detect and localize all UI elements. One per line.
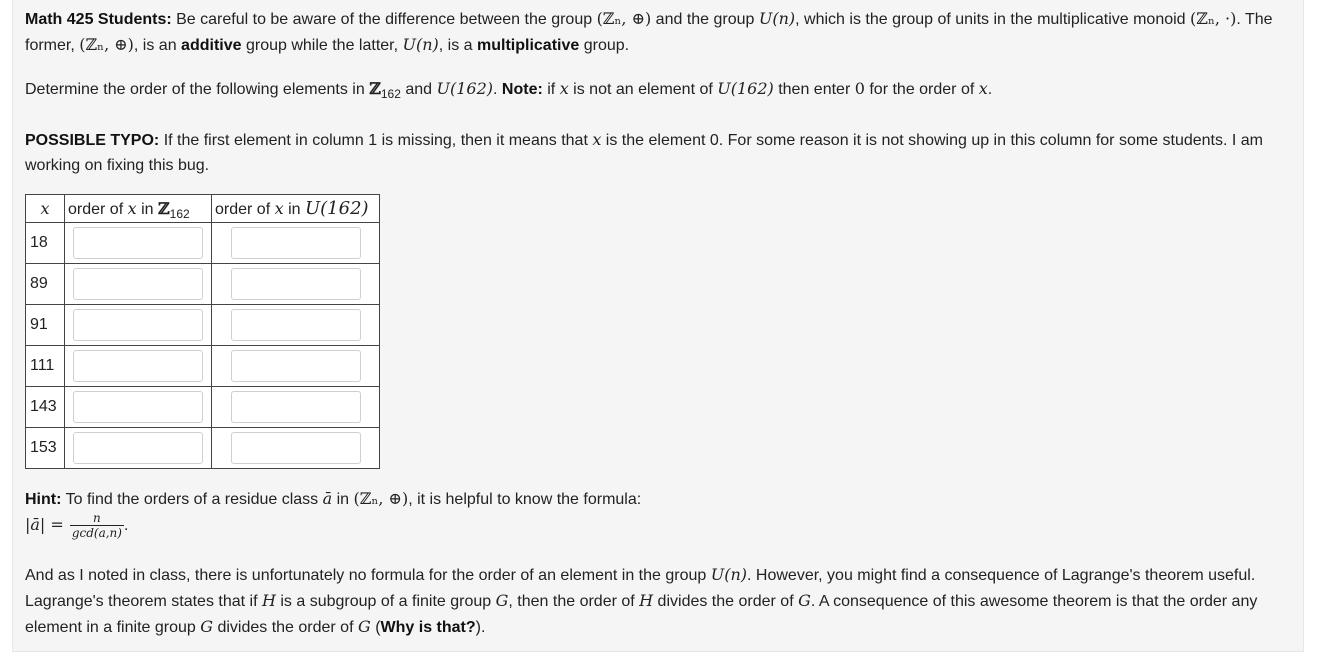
order-u-input[interactable]	[231, 268, 361, 300]
header-x	[26, 195, 65, 223]
math-u162: U(162)	[436, 79, 494, 98]
math-x: x	[592, 130, 602, 149]
math-group-zn: (ℤₙ, ⊕)	[596, 9, 652, 28]
formula-fraction	[70, 512, 124, 540]
lagrange-paragraph	[25, 562, 1295, 640]
math-g: G	[200, 617, 213, 636]
math-monoid: (ℤₙ, ·)	[1190, 9, 1237, 28]
order-z-input[interactable]	[73, 309, 203, 341]
instructions-text: is not an element of	[568, 81, 718, 98]
table-header-row	[26, 195, 380, 223]
order-u-cell	[212, 428, 380, 469]
order-u-cell	[212, 223, 380, 264]
multiplicative-term: multiplicative	[477, 37, 580, 54]
intro-text: Be careful to be aware of the difference between the group	[171, 11, 597, 28]
hint-label: Hint:	[25, 491, 62, 508]
order-u-input[interactable]	[231, 309, 361, 341]
math-z-subscript: 162	[169, 206, 190, 221]
instructions-text: if	[542, 81, 560, 98]
order-u-input[interactable]	[231, 432, 361, 464]
element-cell: 18	[26, 223, 65, 264]
typo-paragraph	[25, 127, 1295, 178]
formula-period: .	[123, 517, 129, 535]
math-g: G	[798, 591, 811, 610]
math-z: ℤ	[369, 79, 381, 98]
hint-text: , it is helpful to know the formula:	[408, 491, 642, 508]
element-cell: 143	[26, 387, 65, 428]
formula-denominator: gcd(a,n)	[71, 526, 122, 540]
problem-panel	[12, 0, 1304, 652]
order-z-cell	[65, 223, 212, 264]
lagrange-text: ).	[475, 619, 486, 636]
order-u-cell	[212, 305, 380, 346]
math-g: G	[495, 591, 509, 610]
header-order-u	[212, 195, 380, 223]
intro-text: , is an	[133, 37, 182, 54]
math-z: ℤ	[157, 198, 170, 218]
order-z-input[interactable]	[73, 391, 203, 423]
math-h: H	[261, 591, 276, 610]
table-row	[26, 346, 380, 387]
header-text: order of	[68, 200, 128, 218]
intro-text: and the group	[651, 11, 759, 28]
math-g: G	[357, 617, 371, 636]
order-z-cell	[65, 264, 212, 305]
order-z-input[interactable]	[73, 268, 203, 300]
header-order-z	[65, 195, 212, 223]
math-x: x	[40, 198, 50, 218]
header-text: in	[136, 200, 158, 218]
order-u-input[interactable]	[231, 350, 361, 382]
instructions-text: for the order of	[864, 81, 979, 98]
order-z-cell	[65, 428, 212, 469]
intro-text: group while the latter,	[241, 37, 403, 54]
intro-paragraph	[25, 6, 1295, 58]
instructions-text: and	[400, 81, 437, 98]
order-u-input[interactable]	[231, 227, 361, 259]
math-u162: U(162)	[304, 198, 369, 219]
answer-table	[25, 194, 380, 469]
intro-text: group.	[579, 37, 630, 54]
intro-text: . The former,	[25, 11, 1273, 54]
order-u-cell	[212, 346, 380, 387]
order-z-cell	[65, 387, 212, 428]
table-row	[26, 428, 380, 469]
order-z-cell	[65, 346, 212, 387]
intro-text: , which is the group of units in the multiplicative monoid	[795, 11, 1191, 28]
math-group-zn: (ℤₙ, ⊕)	[79, 35, 134, 54]
math-z-subscript: 162	[380, 87, 401, 102]
math-un: U(n)	[710, 565, 748, 584]
lagrange-text: divides the order of	[213, 619, 358, 636]
math-zero: 0	[854, 79, 865, 98]
order-u-cell	[212, 264, 380, 305]
additive-term: additive	[181, 37, 242, 54]
element-cell: 89	[26, 264, 65, 305]
hint-section	[25, 486, 1295, 548]
table-row	[26, 387, 380, 428]
instructions-paragraph	[25, 76, 1295, 102]
order-z-input[interactable]	[73, 350, 203, 382]
hint-text: in	[332, 491, 354, 508]
typo-text: If the first element in column 1 is missing, then it means that	[159, 132, 593, 149]
instructions-text: Determine the order of the following elements in	[25, 81, 370, 98]
lagrange-text: . However, you might find a consequence of Lagrange's theorem useful. Lagrange's theorem states that if	[25, 567, 1256, 610]
lagrange-text: (	[370, 619, 381, 636]
element-cell: 153	[26, 428, 65, 469]
hint-paragraph	[25, 486, 1295, 512]
math-x: x	[127, 198, 137, 218]
lagrange-text: is a subgroup of a finite group	[275, 593, 496, 610]
typo-text: is the element 0. For some reason it is not showing up in this column for some students. I am working on fixing this bug.	[25, 132, 1263, 174]
order-u-input[interactable]	[231, 391, 361, 423]
table-row	[26, 305, 380, 346]
lagrange-text: , then the order of	[508, 593, 640, 610]
header-text: order of	[215, 201, 275, 218]
math-un: U(n)	[758, 9, 796, 28]
hint-text: To find the orders of a residue class	[61, 491, 323, 508]
math-u162: U(162)	[717, 79, 774, 98]
math-abar: ā	[322, 489, 333, 508]
lagrange-section	[25, 562, 1295, 640]
math-group-zn: (ℤₙ, ⊕)	[353, 489, 409, 508]
lagrange-text: And as I noted in class, there is unfortunately no formula for the order of an element in the group	[25, 567, 711, 584]
order-u-cell	[212, 387, 380, 428]
why-question: Why is that?	[380, 619, 476, 636]
math-h: H	[639, 591, 654, 610]
lagrange-text: . A consequence of this awesome theorem is that the order any element in a finite group	[25, 593, 1258, 636]
order-formula	[25, 512, 1295, 548]
formula-numerator: n	[93, 511, 101, 525]
element-cell: 111	[26, 346, 65, 387]
order-z-input[interactable]	[73, 227, 203, 259]
math-x: x	[274, 199, 284, 218]
table-row	[26, 264, 380, 305]
order-z-input[interactable]	[73, 432, 203, 464]
intro-text: , is a	[438, 37, 478, 54]
note-label: Note:	[501, 81, 543, 98]
math-x: x	[978, 79, 988, 98]
math-un: U(n)	[402, 35, 439, 54]
order-z-cell	[65, 305, 212, 346]
table-row	[26, 223, 380, 264]
intro-label: Math 425 Students:	[25, 11, 172, 28]
header-text: in	[283, 201, 305, 218]
instructions-text: .	[987, 81, 993, 98]
typo-label: POSSIBLE TYPO:	[25, 132, 160, 149]
instructions-text: then enter	[773, 81, 855, 98]
instructions-text: .	[493, 81, 502, 98]
lagrange-text: divides the order of	[653, 593, 799, 610]
element-cell: 91	[26, 305, 65, 346]
formula-lhs: |ā| =	[25, 515, 64, 535]
problem-text	[25, 6, 1295, 178]
math-x: x	[559, 79, 569, 98]
